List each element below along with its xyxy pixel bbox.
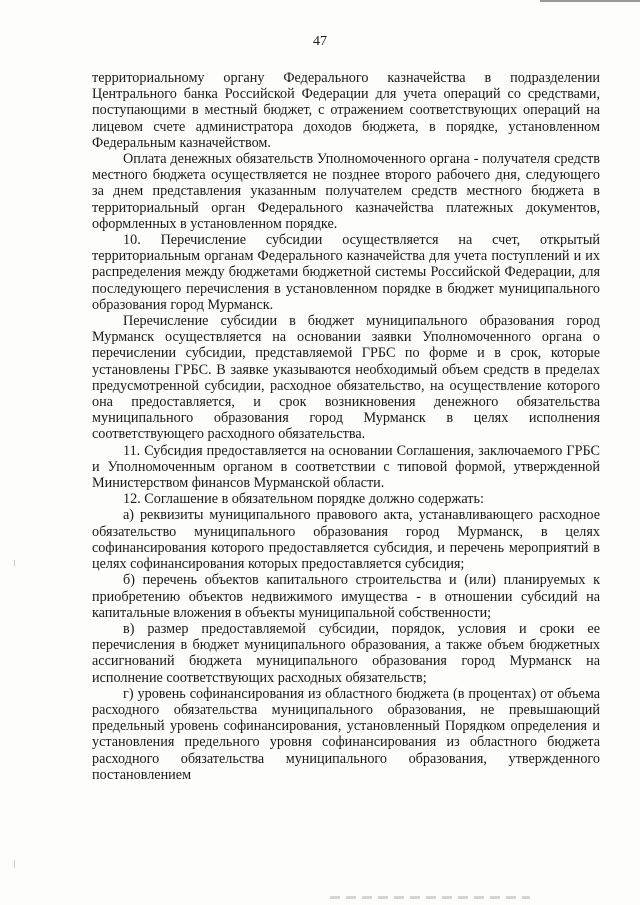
scan-mark — [14, 860, 15, 868]
scan-mark — [14, 560, 15, 566]
document-body — [92, 70, 600, 783]
paragraph: 12. Соглашение в обязательном порядке должно содержать: — [123, 491, 484, 508]
paragraph: г) уровень софинансирования из областного бюджета (в процентах) от объема расходного обязательства муниципального образования, не превышающий предельный уровень софинансирования, установленный Порядком определения и установления предельного уровня софинансирования из областного бюджета расходного обязательства муниципального образования, утвержденного постановлением — [92, 685, 600, 783]
scan-artifact — [330, 896, 530, 899]
paragraph: территориальному органу Федерального казначейства в подразделении Центрального банка Российской Федерации для учета операций со средствами, поступающими в местный бюджет, с отражением соответствующих операций на лицевом счете администратора доходов бюджета, в порядке, установленном Федеральным казначейством. — [92, 70, 600, 151]
paragraph: Перечисление субсидии в бюджет муниципального образования город Мурманск осуществляется на основании заявки Уполномоченного органа о перечислении субсидии, представляемой ГРБС по форме и в срок, которые установлены ГРБС. В заявке указываются необходимый объем средств в пределах предусмотренной субсидии, расходное обязательство, на осуществление которого она предоставляется, и срок возникновения денежного обязательства муниципального образования город Мурманск в целях исполнения соответствующего расходного обязательства. — [92, 313, 600, 443]
paragraph: в) размер предоставляемой субсидии, порядок, условия и сроки ее перечисления в бюджет муниципального образования, а также объем бюджетных ассигнований бюджета муниципального образования город Мурманск на исполнение соответствующих расходных обязательств; — [92, 620, 600, 686]
top-edge-rule — [540, 0, 640, 2]
paragraph: Оплата денежных обязательств Уполномоченного органа - получателя средств местного бюджета осуществляется не позднее второго рабочего дня, следующего за днем представления указанным получателем средств местного бюджета в территориальный орган Федерального казначейства платежных документов, оформленных в установленном порядке. — [92, 151, 600, 232]
paragraph: б) перечень объектов капитального строительства и (или) планируемых к приобретению объектов недвижимого имущества - в отношении субсидий на капитальные вложения в объекты муниципальной собственности; — [92, 572, 600, 621]
paragraph: а) реквизиты муниципального правового акта, устанавливающего расходное обязательство муниципального образования город Мурманск, в целях софинансирования которого предоставляется субсидия, и перечень мероприятий в целях софинансирования которых предоставляется субсидия; — [92, 507, 600, 573]
paragraph: 10. Перечисление субсидии осуществляется на счет, открытый территориальным органам Федерального казначейства для учета поступлений и их распределения между бюджетами бюджетной системы Российской Федерации, для последующего перечисления в установленном порядке в бюджет муниципального образования город Мурманск. — [92, 232, 600, 313]
page-number: 47 — [313, 34, 327, 49]
paragraph: 11. Субсидия предоставляется на основании Соглашения, заключаемого ГРБС и Уполномоченным органом в соответствии с типовой формой, утвержденной Министерством финансов Мурманской области. — [92, 442, 600, 492]
